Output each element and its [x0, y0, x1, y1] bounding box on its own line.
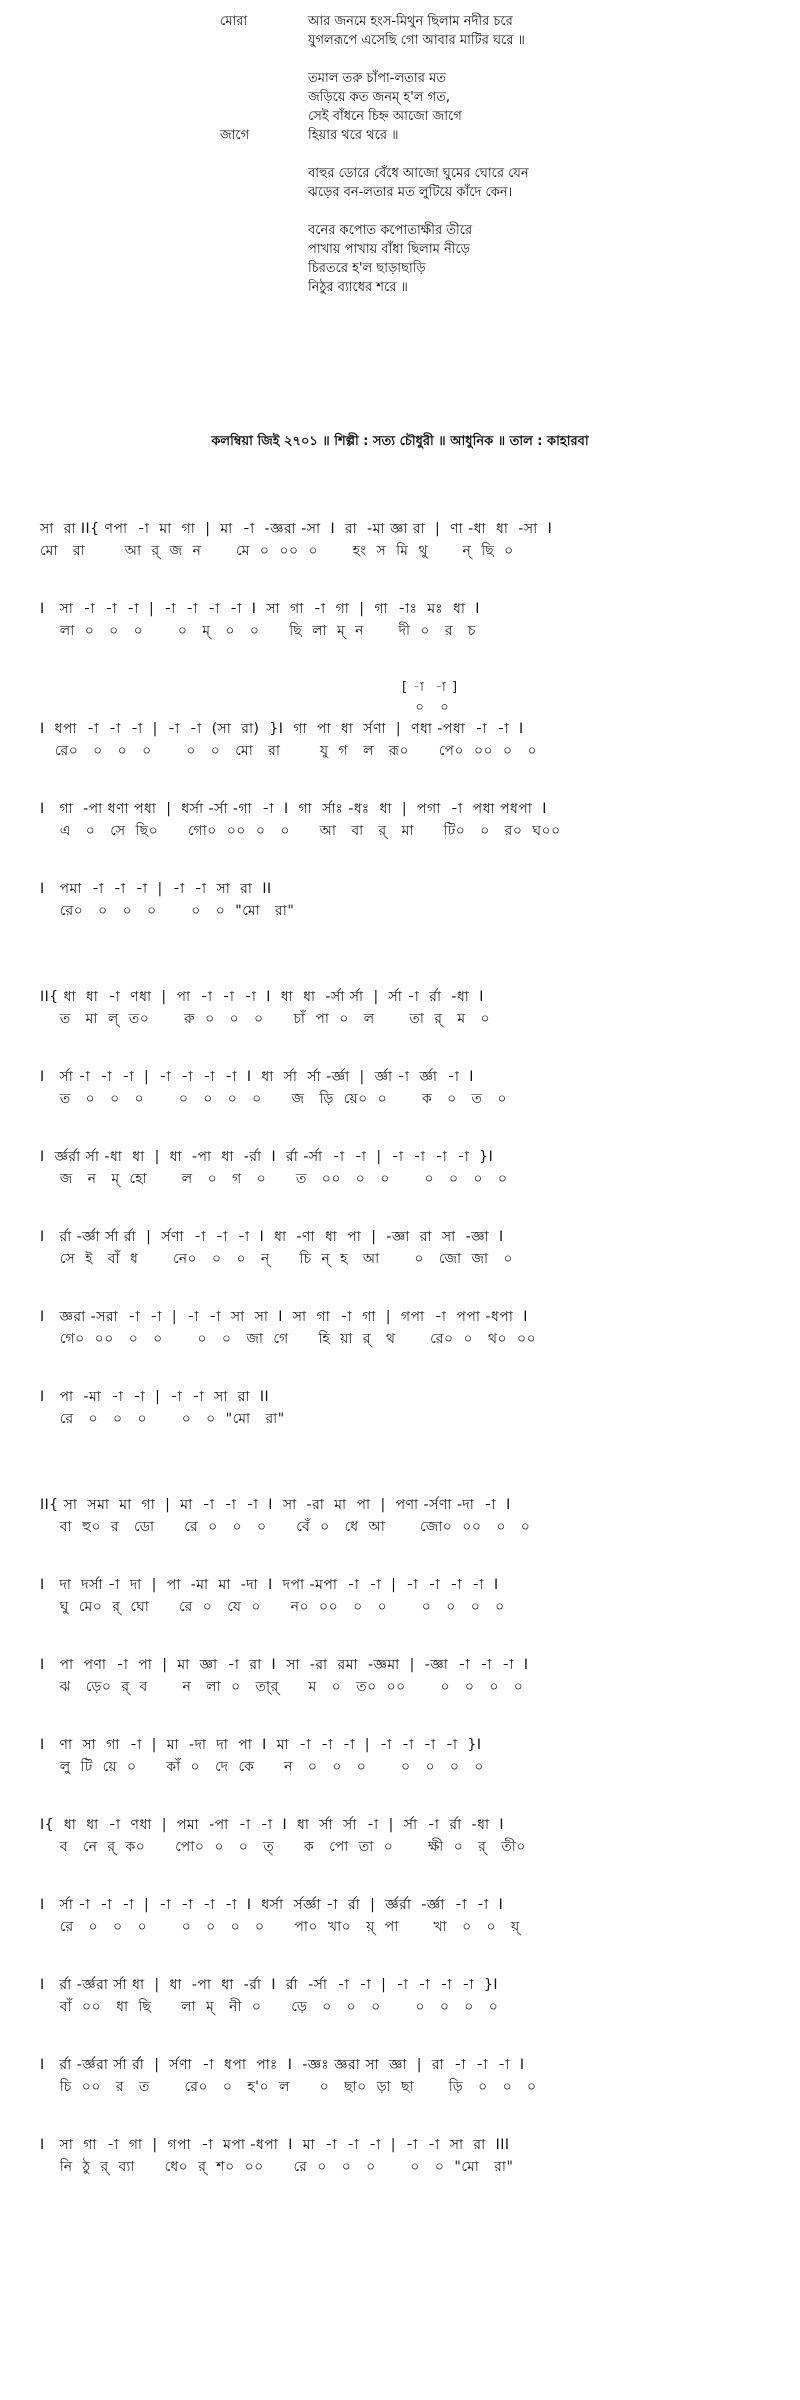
syllable-lyrics: রে ০ ০ ০ ০ ০ "মো রা"	[40, 1411, 285, 1427]
stanza-gap	[0, 202, 800, 221]
swaralipi-notes: II{ ধা ধা -া ণধা | পা -া -া -া I ধা ধা -র্সা র্সা | র্সা -া র্রা -ধা I	[40, 989, 484, 1005]
notation-section	[40, 518, 760, 922]
syllable-lyrics: লু টি য়ে ০ কাঁ ০ দে কে ন ০ ০ ০ ০ ০ ০ ০	[40, 1759, 484, 1775]
lyric-line	[0, 259, 800, 278]
swaralipi-notes: I র্সা -া -া -া | -া -া -া -া I ধা র্সা র্সা -র্জ্ঞা | র্জ্ঞা -া র্জ্ঞা -া I	[40, 1069, 474, 1085]
lyric-label: মোরা	[220, 14, 248, 29]
swaralipi-notes: I ধপা -া -া -া | -া -া (সা রা) }I গা পা ধা র্সণা | ণধা -পধা -া -া I	[40, 721, 524, 737]
syllable-lyrics: মো রা আ র্ জ ন মে ০ ০০ ০ হং স মি থু ন্ ছি ০	[40, 543, 514, 559]
swaralipi-notes: I র্রা -র্জ্ঞা র্সা র্রা | র্সণা -া -া -া I ধা -ণা ধা পা | -জ্ঞা রা সা -জ্ঞা I	[40, 1229, 504, 1245]
swaralipi-notes: I পমা -া -া -া | -া -া সা রা II	[40, 881, 272, 897]
lyric-line	[0, 126, 800, 145]
syllable-lyrics: লা ০ ০ ০ ০ ম্ ০ ০ ছি লা ম্ ন দী ০ র চ	[40, 623, 476, 639]
swaralipi-notes: I সা -া -া -া | -া -া -া -া I সা গা -া গা | গা -াঃ মঃ ধা I	[40, 601, 480, 617]
section-gap	[40, 1466, 760, 1494]
lyric-text: যুগলরূপে এসেছি গো আবার মাটির ঘরে ॥	[308, 33, 525, 48]
swaralipi-notes: II{ সা সমা মা গা | মা -া -া -া I সা -রা মা পা | পণা -র্সণা -দা -া I	[40, 1497, 511, 1513]
song-lyrics	[0, 12, 800, 297]
syllable-lyrics: জ ন ম্ হো ল ০ গ ০ ত ০০ ০ ০ ০ ০ ০ ০	[40, 1171, 508, 1187]
notation-section	[40, 986, 760, 1430]
lyric-text: জড়িয়ে কত জনম্‌ হ'ল গত,	[308, 90, 450, 105]
lyric-line	[0, 12, 800, 31]
lyric-text: পাখায় পাখায় বাঁধা ছিলাম নীড়ে	[308, 242, 470, 257]
lyric-text: হিয়ার থরে থরে ॥	[308, 128, 399, 143]
lyric-line	[0, 278, 800, 297]
lyric-text: চিরতরে হ'ল ছাড়াছাড়ি	[308, 261, 426, 276]
lyric-line	[0, 88, 800, 107]
swaralipi-notes: I র্জ্ঞর্রা র্সা -ধা ধা | ধা -পা ধা -র্রা I র্রা -র্সা -া -া | -া -া -া -া }I	[40, 1149, 494, 1165]
notation-row	[40, 1814, 760, 1858]
notation-row	[40, 878, 760, 922]
stanza-gap	[0, 145, 800, 164]
swaralipi-notes: I পা -মা -া -া | -া -া সা রা II	[40, 1389, 270, 1405]
notation-row	[40, 1654, 760, 1698]
lyric-line	[0, 69, 800, 88]
swaralipi-notes: I সা গা -া গা | গপা -া মপা -ধপা I মা -া -া -া | -া -া সা রা III	[40, 2137, 510, 2153]
lyric-text: ঝড়ের বন-লতার মত লুটিয়ে কাঁদে কেন।	[308, 185, 513, 200]
notation-row	[40, 2134, 760, 2178]
notation-row	[40, 598, 760, 642]
notation-row	[40, 798, 760, 842]
syllable-lyrics: ঘু মে০ র্ ঘো রে ০ যে ০ ন০ ০০ ০ ০ ০ ০ ০ ০	[40, 1599, 505, 1615]
notation-row	[40, 1494, 760, 1538]
notation-sheet	[40, 518, 760, 2214]
syllable-lyrics: ত ০ ০ ০ ০ ০ ০ ০ জ ড়ি য়ে০ ০ ক ০ ত ০	[40, 1091, 507, 1107]
lyric-line	[0, 164, 800, 183]
lyric-line	[0, 221, 800, 240]
notation-row	[40, 2054, 760, 2098]
notation-row	[40, 678, 760, 762]
section-gap	[40, 958, 760, 986]
swaralipi-notes: I দা দর্সা -া দা | পা -মা মা -দা I দপা -মপা -া -া | -া -া -া -া I	[40, 1577, 499, 1593]
swaralipi-notes: I পা পণা -া পা | মা জ্ঞা -া রা I সা -রা রমা -জ্ঞমা | -জ্ঞা -া -া -া I	[40, 1657, 529, 1673]
syllable-lyrics: গে০ ০০ ০ ০ ০ ০ জা গে হি য়া র্ থ রে০ ০ থ০ ০০	[40, 1331, 537, 1347]
notation-row	[40, 1574, 760, 1618]
notation-row	[40, 1734, 760, 1778]
syllable-lyrics: রে০ ০ ০ ০ ০ ০ "মো রা"	[40, 903, 295, 919]
lyric-text: তমাল তরু চাঁপা-লতার মত	[308, 71, 446, 86]
swaralipi-notes: I জ্ঞরা -সরা -া -া | -া -া সা সা I সা গা -া গা | গপা -া পপা -ধপা I	[40, 1309, 528, 1325]
syllable-lyrics: নি ঠু র্ ব্যা ধে০ র্ শ০ ০০ রে ০ ০ ০ ০ ০ "মো রা"	[40, 2159, 514, 2175]
swaralipi-notes: I র্রা -র্জ্ঞরা র্সা র্রা | র্সণা -া ধপা পাঃ I -জ্ঞঃ জ্ঞরা সা জ্ঞা | রা -া -া -া I	[40, 2057, 525, 2073]
syllable-lyrics: রে০ ০ ০ ০ ০ ০ মো রা যু গ ল রূ০ পে০ ০০ ০ ০	[40, 743, 538, 759]
syllable-lyrics: সে ই বাঁ ধ নে০ ০ ০ ন্ চি ন্ হ আ ০ জো জা ০	[40, 1251, 514, 1267]
swaralipi-notes: I ণা সা গা -া | মা -দা দা পা I মা -া -া -া | -া -া -া -া }I	[40, 1737, 482, 1753]
swaralipi-notes: I গা -পা ধণা পধা | ধর্সা -র্সা -গা -া I গা র্সাঃ -ধঃ ধা | পগা -া পধা পধপা I	[40, 801, 547, 817]
swaralipi-notes: I র্রা -র্জ্ঞরা র্সা ধা | ধা -পা ধা -র্রা I র্রা -র্সা -া -া | -া -া -া -া }I	[40, 1977, 499, 1993]
swaralipi-notes: I{ ধা ধা -া ণধা | পমা -পা -া -া I ধা র্সা র্সা -া | র্সা -া র্রা -ধা I	[40, 1817, 505, 1833]
lyric-text: সেই বাঁধনে চিহ্ন আজো জাগে	[308, 109, 462, 124]
notation-row	[40, 1894, 760, 1938]
bracket-notes: [ -া -া ] ০ ০	[401, 680, 459, 715]
lyric-line	[0, 107, 800, 126]
notation-row	[40, 1226, 760, 1270]
syllable-lyrics: ঝ ড়ে০ র্ ব ন লা ০ তা্‌র্ ম ০ ত০ ০০ ০ ০ ০ ০	[40, 1679, 524, 1695]
notation-row	[40, 1386, 760, 1430]
lyric-line	[0, 31, 800, 50]
lyric-text: আর জনমে হংস-মিথুন ছিলাম নদীর চরে	[308, 14, 513, 29]
stanza-gap	[0, 50, 800, 69]
syllable-lyrics: রে ০ ০ ০ ০ ০ ০ ০ পা০ খা০ য়্ পা খা ০ ০ য়্	[40, 1919, 520, 1935]
syllable-lyrics: বাঁ ০০ ধা ছি লা ম্ নী ০ ড়ে ০ ০ ০ ০ ০ ০ ০	[40, 1999, 499, 2015]
swaralipi-notes: I র্সা -া -া -া | -া -া -া -া I ধর্সা র্সর্জ্ঞা -া র্রা | র্জ্ঞর্রা -র্জ্ঞা -া -া I	[40, 1897, 504, 1913]
syllable-lyrics: ব নে র্ ক০ পো০ ০ ০ ত্ ক পো তা ০ ক্ষী ০ র্ তী০	[40, 1839, 526, 1855]
lyric-label: জাগে	[220, 128, 250, 143]
lyric-text: নিঠুর ব্যাধের শরে ॥	[308, 280, 408, 295]
notation-row	[40, 1974, 760, 2018]
syllable-lyrics: এ ০ সে ছি০ গো০ ০০ ০ ০ আ বা র্ মা টি০ ০ র০ ঘ০০	[40, 823, 561, 839]
syllable-lyrics: চি ০০ র ত রে০ ০ হ'০ ল ০ ছা০ ড়া ছা ড়ি ০ ০ ০	[40, 2079, 537, 2095]
lyric-line	[0, 183, 800, 202]
notation-row	[40, 986, 760, 1030]
lyric-line	[0, 240, 800, 259]
syllable-lyrics: ত মা ল্ ত০ রু ০ ০ ০ চাঁ পা ০ ল তা র্ ম ০	[40, 1011, 491, 1027]
notation-row	[40, 1146, 760, 1190]
swaralipi-notes: সা রা II{ ণপা -া মা গা | মা -া -জ্ঞরা -সা I রা -মা জ্ঞা রা | ণা -ধা ধা -সা I	[40, 521, 553, 537]
notation-section	[40, 1494, 760, 2178]
notation-row	[40, 1066, 760, 1110]
lyric-text: বাহুর ডোরে বেঁধে আজো ঘুমের ঘোরে যেন	[308, 166, 529, 181]
syllable-lyrics: বা হু০ র ডো রে ০ ০ ০ বেঁ ০ ধে আ জো০ ০০ ০ ০	[40, 1519, 531, 1535]
lyric-text: বনের কপোত কপোতাক্ষীর তীরে	[308, 223, 473, 238]
notation-row	[40, 518, 760, 562]
record-info: কলম্বিয়া জিই ২৭০১ ॥ শিল্পী : সত্য চৌধুরী ॥ আধুনিক ॥ তাল : কাহারবা	[211, 434, 589, 449]
notation-row	[40, 1306, 760, 1350]
